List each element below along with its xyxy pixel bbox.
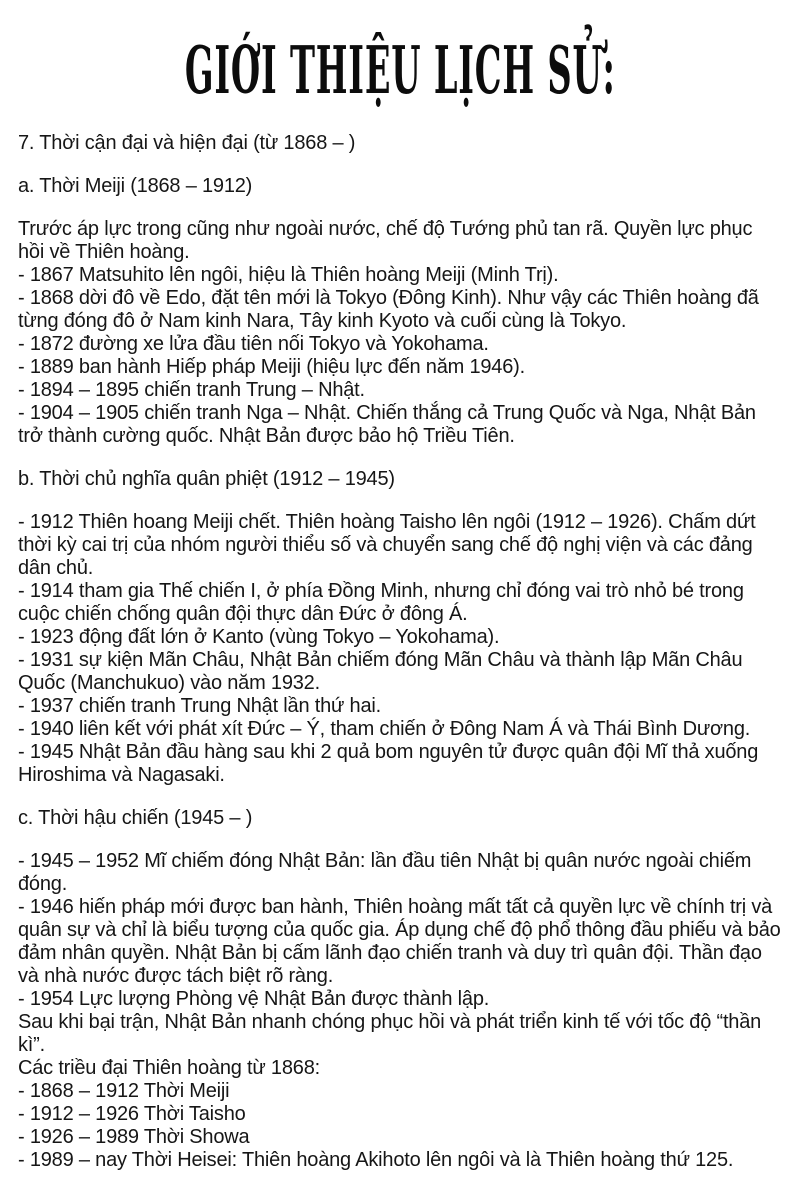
section-heading-7: 7. Thời cận đại và hiện đại (từ 1868 – ) <box>18 132 356 154</box>
document-body <box>0 132 800 1172</box>
timeline-entry-1894: - 1894 – 1895 chiến tranh Trung – Nhật. <box>18 379 365 401</box>
era-entry-meiji: - 1868 – 1912 Thời Meiji <box>18 1080 230 1102</box>
timeline-entry-1904: - 1904 – 1905 chiến tranh Nga – Nhật. Chiến thắng cả Trung Quốc và Nga, Nhật Bản trở thành cường quốc. Nhật Bản được bảo hộ Triều Tiên. <box>18 402 756 447</box>
timeline-entry-1940: - 1940 liên kết với phát xít Đức – Ý, tham chiến ở Đông Nam Á và Thái Bình Dương. <box>18 718 751 740</box>
doc-paragraph: Trước áp lực trong cũng như ngoài nước, chế độ Tướng phủ tan rã. Quyền lực phục hồi về Thiên hoàng. <box>18 218 753 263</box>
doc-paragraph: Sau khi bại trận, Nhật Bản nhanh chóng phục hồi và phát triển kinh tế với tốc độ “thần kì”. <box>18 1011 762 1056</box>
timeline-entry-1872: - 1872 đường xe lửa đầu tiên nối Tokyo và Yokohama. <box>18 333 489 355</box>
section-heading-a: a. Thời Meiji (1868 – 1912) <box>18 175 253 197</box>
timeline-entry-1931: - 1931 sự kiện Mãn Châu, Nhật Bản chiếm đóng Mãn Châu và thành lập Mãn Châu Quốc (Manchukuo) vào năm 1932. <box>18 649 743 694</box>
timeline-entry-1868: - 1868 dời đô về Edo, đặt tên mới là Tokyo (Đông Kinh). Như vậy các Thiên hoàng đã từng đóng đô ở Nam kinh Nara, Tây kinh Kyoto và cuối cùng là Tokyo. <box>18 287 759 332</box>
timeline-entry-1914: - 1914 tham gia Thế chiến I, ở phía Đồng Minh, nhưng chỉ đóng vai trò nhỏ bé trong cuộc chiến chống quân đội thực dân Đức ở đông Á. <box>18 580 744 625</box>
document-title: GIỚI THIỆU LỊCH SỬ: <box>184 32 616 108</box>
era-entry-showa: - 1926 – 1989 Thời Showa <box>18 1126 250 1148</box>
era-entry-heisei: - 1989 – nay Thời Heisei: Thiên hoàng Akihoto lên ngôi và là Thiên hoàng thứ 125. <box>18 1149 734 1171</box>
doc-paragraph: Các triều đại Thiên hoàng từ 1868: <box>18 1057 320 1079</box>
timeline-entry-1889: - 1889 ban hành Hiếp pháp Meiji (hiệu lực đến năm 1946). <box>18 356 525 378</box>
section-heading-c: c. Thời hậu chiến (1945 – ) <box>18 807 253 829</box>
timeline-entry-1954: - 1954 Lực lượng Phòng vệ Nhật Bản được thành lập. <box>18 988 490 1010</box>
timeline-entry-1912: - 1912 Thiên hoang Meiji chết. Thiên hoàng Taisho lên ngôi (1912 – 1926). Chấm dứt thời kỳ cai trị của nhóm người thiểu số và chuyển sang chế độ nghị viện và các đảng dân chủ. <box>18 511 756 579</box>
timeline-entry-1946: - 1946 hiến pháp mới được ban hành, Thiên hoàng mất tất cả quyền lực về chính trị và quân sự và chỉ là biểu tượng của quốc gia. Áp dụng chế độ phổ thông đầu phiếu và bảo đảm nhân quyền. Nhật Bản bị cấm lãnh đạo chiến tranh và duy trì quân đội. Thần đạo và nhà nước được tách biệt rõ ràng. <box>18 896 781 987</box>
timeline-entry-1867: - 1867 Matsuhito lên ngôi, hiệu là Thiên hoàng Meiji (Minh Trị). <box>18 264 559 286</box>
document-header <box>0 0 800 112</box>
timeline-entry-1945-1952: - 1945 – 1952 Mĩ chiếm đóng Nhật Bản: lần đầu tiên Nhật bị quân nước ngoài chiếm đóng. <box>18 850 752 895</box>
timeline-entry-1937: - 1937 chiến tranh Trung Nhật lần thứ hai. <box>18 695 381 717</box>
era-entry-taisho: - 1912 – 1926 Thời Taisho <box>18 1103 246 1125</box>
timeline-entry-1945: - 1945 Nhật Bản đầu hàng sau khi 2 quả bom nguyên tử được quân đội Mĩ thả xuống Hiroshima và Nagasaki. <box>18 741 759 786</box>
timeline-entry-1923: - 1923 động đất lớn ở Kanto (vùng Tokyo – Yokohama). <box>18 626 500 648</box>
section-heading-b: b. Thời chủ nghĩa quân phiệt (1912 – 1945) <box>18 468 395 490</box>
